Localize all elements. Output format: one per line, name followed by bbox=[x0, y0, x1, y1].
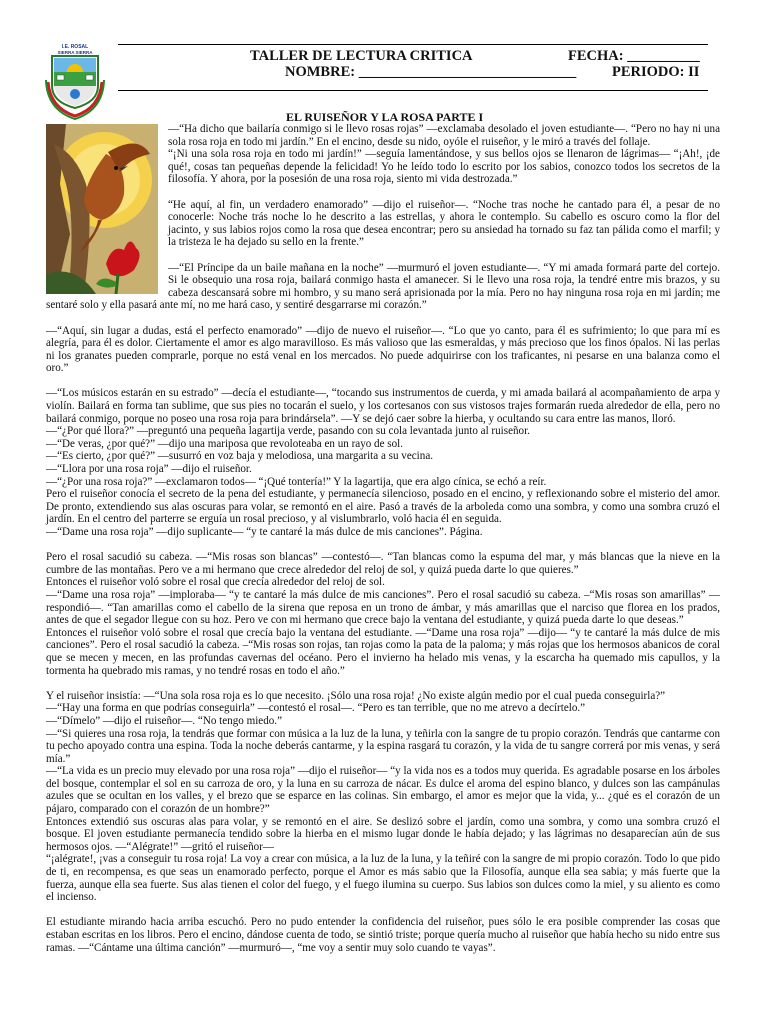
story-text bbox=[46, 123, 720, 954]
story-paragraph: “¡Ni una sola rosa roja en todo mi jardín!” —seguía lamentándose, y sus bellos ojos se llenaron de lágrimas— “¡Ah!, ¡de qué!, cosas tan pequeñas depende la felicidad! Yo he leído todo lo escrito por los sabios, conozco todos los secretos de la filosofía. Y ahora, por la posesión de una rosa roja, siento mi vida destrozada.” bbox=[168, 148, 720, 186]
story-paragraph: —“Ha dicho que bailaría conmigo si le llevo rosas rojas” —exclamaba desolado el joven estudiante—. “Pero no hay ni una sola rosa roja en todo mi jardín.” En el encino, desde su nido, oyóle el ruiseñor, y le miró a través del follaje. bbox=[168, 123, 720, 148]
story-paragraph: —“Llora por una rosa roja” —dijo el ruiseñor. bbox=[46, 463, 252, 476]
story-paragraph: Y el ruiseñor insistía: —“Una sola rosa roja es lo que necesito. ¡Sólo una rosa roja! ¿No existe algún medio por el cual pueda conseguirla?” bbox=[46, 689, 666, 702]
logo-caption-top: I.E. ROSAL bbox=[61, 44, 89, 50]
illustration-spacer bbox=[46, 123, 168, 299]
paragraph-gap bbox=[46, 312, 720, 325]
paragraph-gap bbox=[46, 904, 720, 917]
workshop-title: TALLER DE LECTURA CRITICA bbox=[250, 48, 473, 64]
story-paragraph: —“De veras, ¿por qué?” —dijo una mariposa que revoloteaba en un rayo de sol. bbox=[46, 437, 404, 450]
story-paragraph: —“Si quieres una rosa roja, la tendrás que formar con música a la luz de la luna, y teñirla con la sangre de tu propio corazón. Tendrás que cantarme con tu pecho apoyado contra una espina. Toda la noche deberás cantarme, y la espina rasgará tu corazón, y la vida de tu sangre correrá por mis venas, y será mía.” bbox=[46, 727, 720, 765]
story-paragraph: —“Aquí, sin lugar a dudas, está el perfecto enamorado” —dijo de nuevo el ruiseñor—. “Lo que yo canto, para él es sufrimiento; lo que para mí es alegría, para él es dolor. Ciertamente el amor es algo maravilloso. Es más valioso que las esmeraldas, y más precioso que los finos ópalos. Ni las perlas ni los granates pueden comprarle, porque no está venal en los mercados. No puede adquirirse con los traficantes, ni pesarse en una balanza como el oro.” bbox=[46, 324, 720, 375]
story-paragraph: “He aquí, al fin, un verdadero enamorado” —dijo el ruiseñor—. “Noche tras noche he cantado para él, a pesar de no conocerle: Noche trás noche lo he descrito a las estrellas, y ahora le contemplo. Su cabello es oscuro como la flor del jacinto, y sus labios rojos como la rosa que desea encontrar; pero su ansiedad ha tornado su faz tan pálida como el marfil; y la tristeza le ha dejado su sello en la frente.” bbox=[168, 198, 720, 249]
story-paragraph: —“Los músicos estarán en su estrado” —decía el estudiante—, “tocando sus instrumentos de cuerda, y mi amada bailará al acompañamiento de arpa y violín. Bailará en forma tan sublime, que sus pies no tocarán el suelo, y los cortesanos con sus vistosos trajes formarán rueda alrededor de ella, pero no bailará conmigo, porque no poseo una rosa roja para brindársela”. —Y se dejó caer sobre la hierba, y ocultando su cara entre las manos, lloró. bbox=[46, 387, 720, 425]
story-paragraph: Entonces el ruiseñor voló sobre el rosal que crecía bajo la ventana del estudiante. —“Dame una rosa roja” —dijo— “y te cantaré la más dulce de mis canciones”. Pero el rosal sacudió la cabeza. –“Mis rosas son rojas, tan rojas como la pata de la paloma; y más rojas que los hermosos abanicos de coral que se mecen y mecen, en las profundas cavernas del océano. Pero el invierno ha helado mis venas, y la escarcha ha quemado mis capullos, y la tormenta ha quebrado mis ramas, y no tendré rosas en todo el año.” bbox=[46, 626, 720, 677]
story-paragraph: —“El Príncipe da un baile mañana en la noche” —murmuró el joven estudiante—. “Y mi amada formará parte del cortejo. Si le obsequio una rosa roja, bailará conmigo hasta el amanecer. Si le llevo una rosa roja, la tendré entre mis brazos, y su cabeza descansará sobre mi hombro, y su mano será aprisionada por la mía. Pero no hay ninguna rosa roja en mi jardín; me sentaré solo y ella pasará ante mí, no me hará caso, y sentiré desgarrarse mi corazón.” bbox=[46, 261, 720, 312]
school-crest-logo bbox=[44, 42, 106, 120]
logo-caption-mid: SIERRA SIERRA bbox=[57, 50, 93, 55]
story-paragraph: —“La vida es un precio muy elevado por una rosa roja” —dijo el ruiseñor— “y la vida nos es a todos muy querida. Es agradable posarse en los árboles del bosque, contemplar el sol en su carroza de oro, y la luna en su carroza de nácar. Es dulce el aroma del espino blanco, y dulces son las campánulas azules que se ocultan en los valles, y el brezo que se esparce en las colinas. Sin embargo, el amor es mejor que la vida, y... ¿qué es el corazón de un pájaro, comparado con el corazón de un hombre?” bbox=[46, 765, 720, 816]
story-paragraph: —“¿Por una rosa roja?” —exclamaron todos— “¡Qué tontería!” Y la lagartija, que era algo cínica, se echó a reír. bbox=[46, 475, 547, 488]
story-paragraph: —“Dame una rosa roja” —dijo suplicante— “y te cantaré la más dulce de mis canciones”. Página. bbox=[46, 526, 483, 538]
paragraph-gap bbox=[46, 539, 720, 552]
story-paragraph: Entonces el ruiseñor voló sobre el rosal que crecía alrededor del reloj de sol. bbox=[46, 576, 385, 589]
story-paragraph: “¡alégrate!, ¡vas a conseguir tu rosa roja! La voy a crear con música, a la luz de la luna, y la teñiré con la sangre de mi propio corazón. Todo lo que pido de ti, en recompensa, es que seas un enamorado perfecto, porque el Amor es más sabio que la Filosofía, aunque ella sea sabia; y más fuerte que la fuerza, aunque ella sea fuerte. Sus alas tienen el color del fuego, y el fuego ilumina su cuerpo. Sus labios son dulces como la miel, y su aliento es como el incienso. bbox=[46, 853, 720, 904]
name-field: NOMBRE: ______________________________ bbox=[285, 64, 577, 80]
story-paragraph: —“Hay una forma en que podrías conseguirla” —contestó el rosal—. “Pero es tan terrible, que no me atrevo a decírtelo.” bbox=[46, 702, 586, 715]
period-label: PERIODO: II bbox=[612, 64, 700, 80]
story-paragraph: —“Dímelo” —dijo el ruiseñor—. “No tengo miedo.” bbox=[46, 714, 282, 727]
story-paragraph: —“Es cierto, ¿por qué?” —susurró en voz baja y melodiosa, una margarita a su vecina. bbox=[46, 450, 434, 463]
story-paragraph: —“¿Por qué llora?” —preguntó una pequeña lagartija verde, pasando con su cola levantada junto al ruiseñor. bbox=[46, 425, 530, 438]
story-paragraph: Pero el rosal sacudió su cabeza. —“Mis rosas son blancas” —contestó—. “Tan blancas como la espuma del mar, y más blancas que la nieve en la cumbre de las montañas. Pero ve a mi hermano que crece alrededor del reloj de sol, y quizá pueda darte lo que quieres.” bbox=[46, 551, 720, 576]
story-title: EL RUISEÑOR Y LA ROSA PARTE I bbox=[286, 110, 484, 124]
story-paragraph: El estudiante mirando hacia arriba escuchó. Pero no pudo entender la confidencia del ruiseñor, pues sólo le era posible comprender las cosas que estaban escritas en los libros. Pero el encino, dándose cuenta de todo, se sintió triste; porque quería mucho al ruiseñor que había hecho su nido entre sus ramas. —“Cántame una última canción” —murmuró—, “me voy a sentir muy solo cuando te vayas”. bbox=[46, 916, 720, 954]
paragraph-gap bbox=[46, 375, 720, 388]
story-paragraph: —“Dame una rosa roja” —imploraba— “y te cantaré la más dulce de mis canciones”. Pero el rosal sacudió su cabeza. –“Mis rosas son amarillas” —respondió—. “Tan amarillas como el cabello de la sirena que reposa en un trono de ámbar, y más amarillas que el narciso que florea en los prados, antes de que el segador llegue con su hoz. Pero ve con mi hermano que crece bajo la ventana del estudiante, y quizá pueda darte lo que deseas.” bbox=[46, 588, 720, 627]
story-paragraph: Pero el ruiseñor conocía el secreto de la pena del estudiante, y permanecía silencioso, posado en el encino, y reflexionando sobre el misterio del amor. De pronto, extendiendo sus alas oscuras para volar, se remontó en el aire. Pasó a través de la arboleda como una sombra, y como una sombra cruzó el jardín. En el centro del parterre se erguía un rosal precioso, y al vislumbrarlo, voló hacia él en seguida. bbox=[46, 488, 720, 526]
story-paragraph: Entonces extendió sus oscuras alas para volar, y se remontó en el aire. Se deslizó sobre el jardín, como una sombra, y como una sombra cruzó el bosque. El joven estudiante permanecía tendido sobre la hierba en el mismo lugar donde le había dejado; y las lágrimas no desaparecían aún de sus hermosos ojos. —“Alégrate!” —gritó el ruiseñor— bbox=[46, 815, 720, 853]
date-field: FECHA: __________ bbox=[568, 48, 700, 64]
paragraph-gap bbox=[46, 677, 720, 690]
